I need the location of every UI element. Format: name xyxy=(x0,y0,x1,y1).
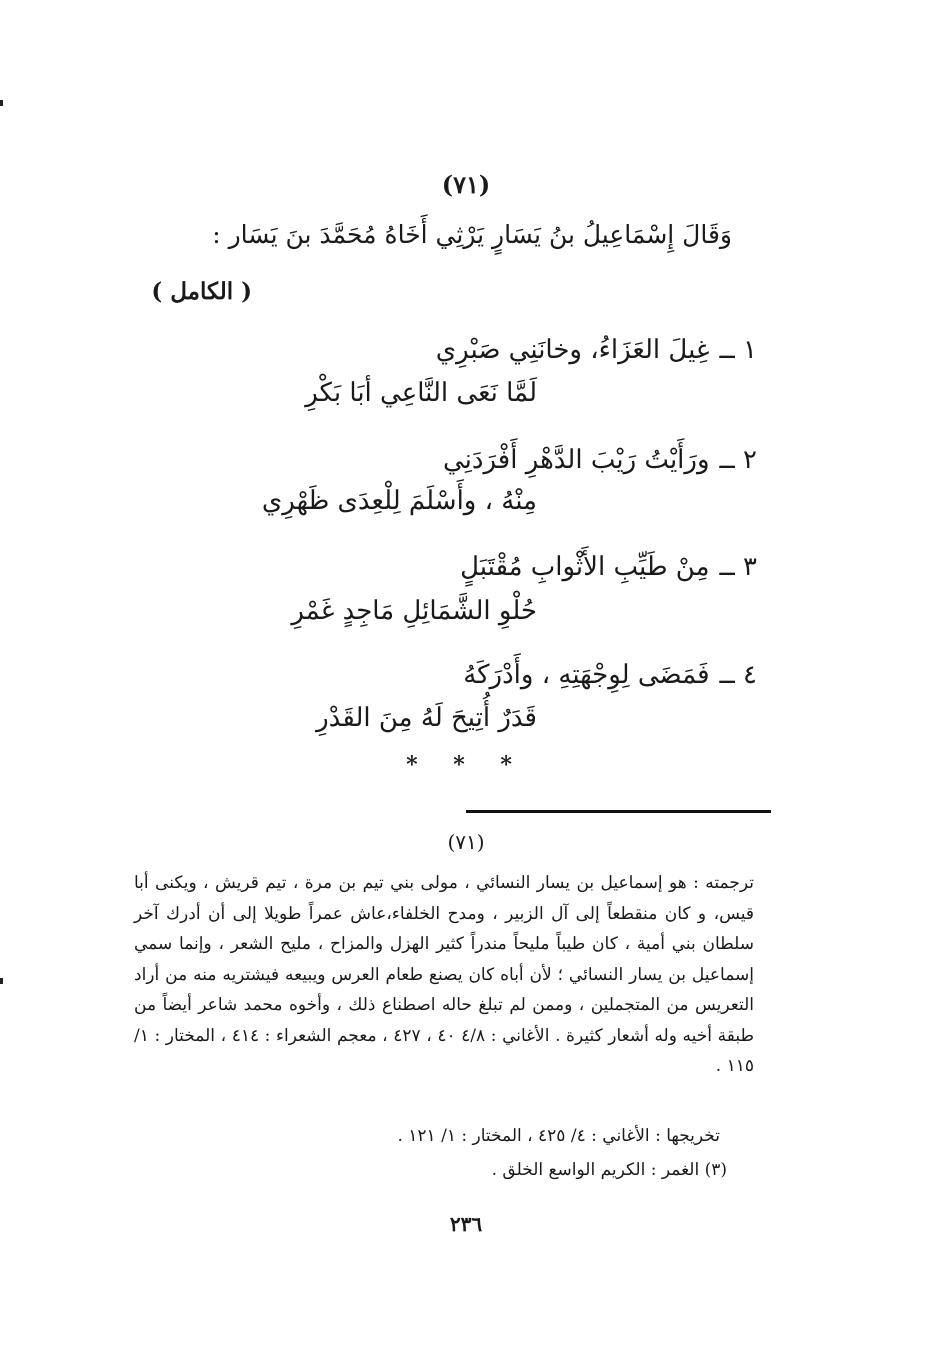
section-separator-stars: * * * xyxy=(406,752,526,778)
verse-1-first-text: غِيلَ العَزَاءُ، وخانَنِي صَبْرِي xyxy=(435,335,710,365)
verse-3-second-hemistich: حُلْوِ الشَّمَائِلِ مَاجِدٍ غَمْرِ xyxy=(291,596,537,626)
verse-2-first-hemistich xyxy=(443,445,757,475)
verse-1-number: ١ ــ xyxy=(719,335,757,365)
scan-edge-mark-bottom xyxy=(0,978,3,984)
poem-number: (٧١) xyxy=(441,170,491,199)
poem-introduction: وَقَالَ إِسْمَاعِيلُ بنُ يَسَارٍ يَرْثِي أَخَاهُ مُحَمَّدَ بنَ يَسَار : xyxy=(212,220,732,249)
verse-4-first-hemistich xyxy=(463,660,757,690)
gloss-note: (٣) الغمر : الكريم الواسع الخلق . xyxy=(491,1160,727,1180)
verse-4-first-text: فَمَضَى لِوِجْهَتِهِ ، وأَدْرَكَهُ xyxy=(463,660,710,690)
verse-3-first-hemistich xyxy=(460,552,757,582)
takhrij-note: تخريجها : الأغاني : ٤/ ٤٢٥ ، المختار : ١/ ١٢١ . xyxy=(397,1126,720,1146)
poem-meter: ( الكامل ) xyxy=(151,278,252,305)
verse-4-second-hemistich: قَدَرٌ أُتِيحَ لَهُ مِنَ القَدْرِ xyxy=(316,703,537,733)
footnote-divider xyxy=(466,810,771,813)
page-number: ٢٣٦ xyxy=(449,1212,483,1236)
verse-2-second-hemistich: مِنْهُ ، وأَسْلَمَ لِلْعِدَى ظَهْرِي xyxy=(261,486,537,516)
verse-2-number: ٢ ــ xyxy=(719,445,757,475)
verse-1-first-hemistich xyxy=(436,335,757,365)
biography-note: ترجمته : هو إسماعيل بن يسار النسائي ، مولى بني تيم بن مرة ، تيم قريش ، ويكنى أبا قيس، و كان منقطعاً إلى آل الزبير ، ومدح الخلفاء،عاش عمراً طويلا إلى أن أدرك آخر سلطان بني أمية ، كان طيباً مليحاً مندراً كثير الهزل والمزاح ، مليح الشعر ، وإنما سمي إسماعيل بن يسار النسائي ؛ لأن أباه كان يصنع طعام العرس ويبيعه فيشتريه منه من أراد التعريس من المتجملين ، وممن لم تبلغ حاله اصطناع ذلك ، وأخوه محمد شاعر أيضاً من طبقة أخيه وله أشعار كثيرة . الأغاني : ٤/٨ ٤٠ ، ٤٢٧ ، معجم الشعراء : ٤١٤ ، المختار : ١/ ١١٥ . xyxy=(134,873,754,1076)
verse-3-number: ٣ ــ xyxy=(719,552,757,582)
footnote-number: (٧١) xyxy=(447,830,485,854)
verse-2-first-text: ورَأَيْتُ رَيْبَ الدَّهْرِ أَفْرَدَنِي xyxy=(442,445,710,475)
verse-4-number: ٤ ــ xyxy=(719,660,757,690)
verse-1-second-hemistich: لَمَّا نَعَى النَّاعِي أبَا بَكْرِ xyxy=(305,378,537,408)
verse-3-first-text: مِنْ طَيِّبِ الأَثْوابِ مُقْتَبَلٍ xyxy=(460,552,710,582)
scan-edge-mark-top xyxy=(0,100,3,106)
